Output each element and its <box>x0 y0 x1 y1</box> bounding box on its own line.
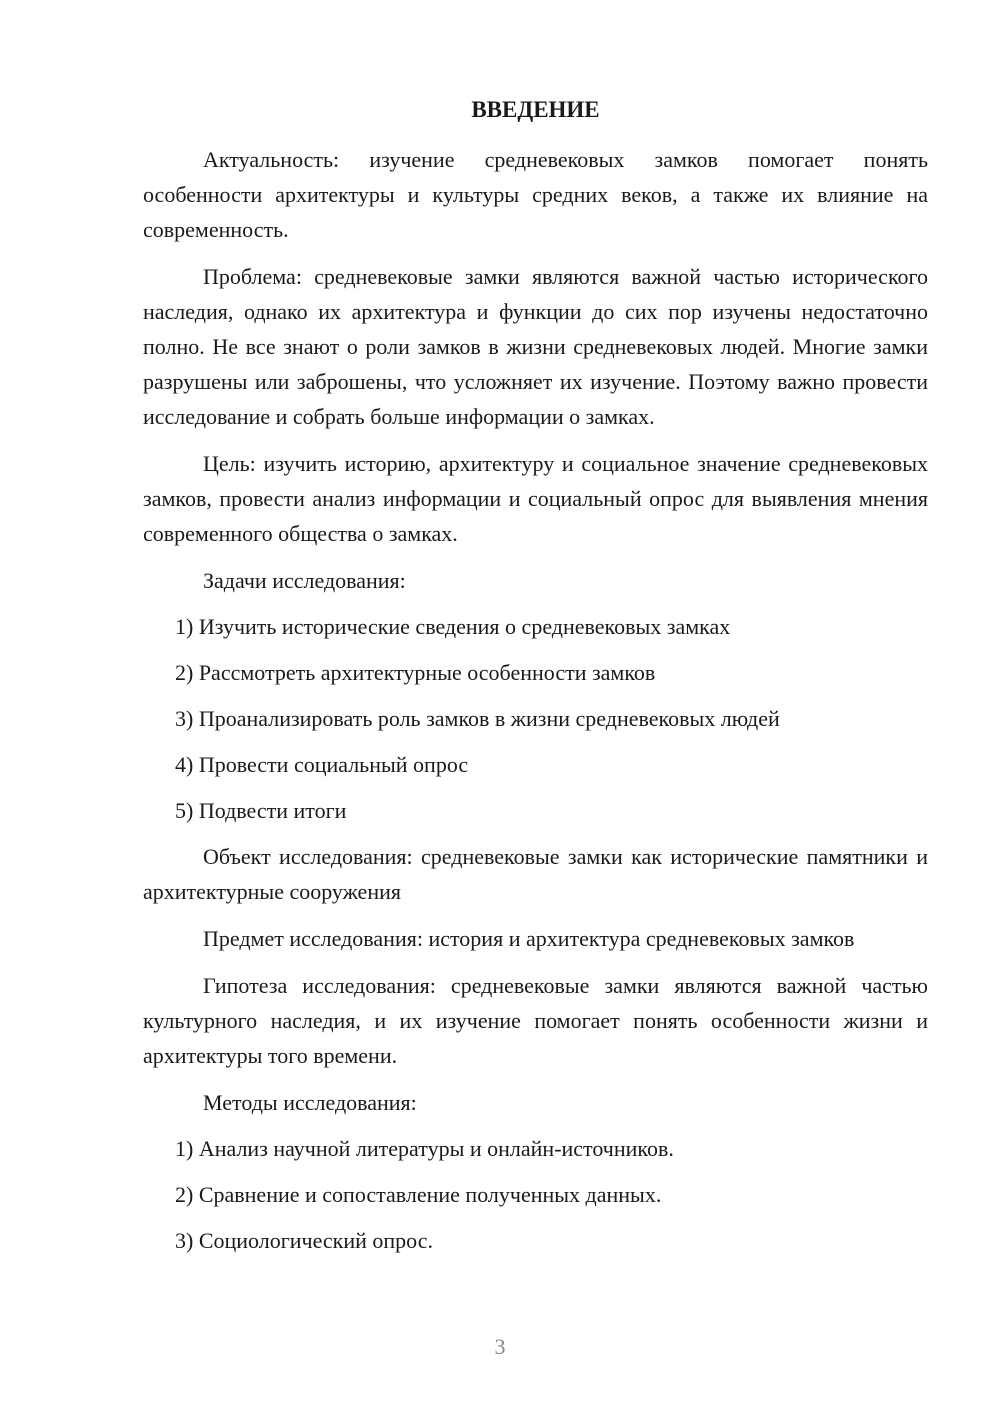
page-number: 3 <box>494 1334 506 1359</box>
task-item: 2) Рассмотреть архитектурные особенности замков <box>175 660 656 685</box>
problem-paragraph: Проблема: средневековые замки являются важной частью исторического наследия, однако их архитектура и функции до сих пор изучены недостаточно полно. Не все знают о роли замков в жизни средневековых людей. Многие замки разрушены или заброшены, что усложняет их изучение. Поэтому важно провести исследование и собрать больше информации о замках. <box>143 264 928 429</box>
task-item: 4) Провести социальный опрос <box>175 752 469 777</box>
subject-paragraph: Предмет исследования: история и архитектура средневековых замков <box>203 926 855 951</box>
method-item: 2) Сравнение и сопоставление полученных данных. <box>175 1182 662 1207</box>
relevance-paragraph: Актуальность: изучение средневековых замков помогает понять особенности архитектуры и культуры средних веков, а также их влияние на современность. <box>143 147 928 242</box>
tasks-heading: Задачи исследования: <box>203 568 406 593</box>
task-item: 5) Подвести итоги <box>175 798 347 823</box>
method-item: 1) Анализ научной литературы и онлайн-источников. <box>175 1136 674 1161</box>
task-item: 1) Изучить исторические сведения о средневековых замках <box>175 614 731 639</box>
page-title: ВВЕДЕНИЕ <box>471 97 600 122</box>
goal-paragraph: Цель: изучить историю, архитектуру и социальное значение средневековых замков, провести анализ информации и социальный опрос для выявления мнения современного общества о замках. <box>143 451 928 546</box>
hypothesis-paragraph: Гипотеза исследования: средневековые замки являются важной частью культурного наследия, и их изучение помогает понять особенности жизни и архитектуры того времени. <box>143 973 928 1068</box>
methods-heading: Методы исследования: <box>203 1090 417 1115</box>
object-paragraph: Объект исследования: средневековые замки как исторические памятники и архитектурные сооружения <box>143 844 928 904</box>
document-page <box>143 95 928 1269</box>
method-item: 3) Социологический опрос. <box>175 1228 433 1253</box>
task-item: 3) Проанализировать роль замков в жизни средневековых людей <box>175 706 780 731</box>
